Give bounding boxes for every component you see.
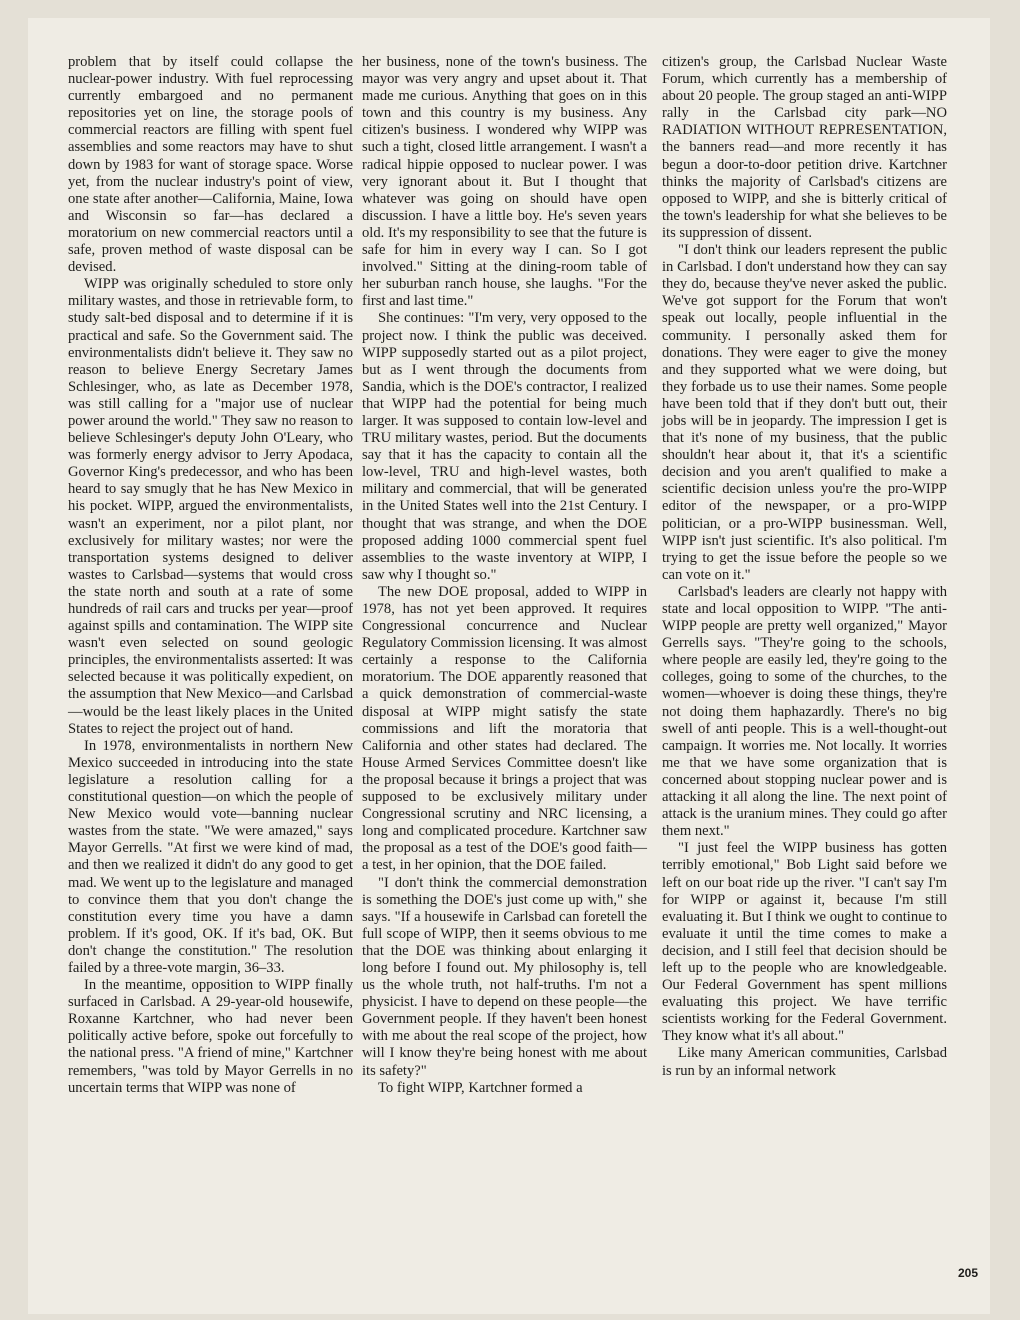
page-number: 205 xyxy=(958,1266,979,1280)
paragraph: "I don't think our leaders represent the public in Carlsbad. I don't understand how they can say they do, because they've never asked the public. We've got support for the Forum that won't speak out locally, people influential in the community. I personally asked them for donations. They were eager to give the money and they supported what we were doing, but they forbade us to use their names. Some people have been told that if they don't butt out, their jobs will be in jeopardy. The impression I get is that it's none of my business, that the public shouldn't hear about it, that it's a scientific decision and you aren't qualified to make a scientific decision unless you're the pro-WIPP editor of the newspaper, or a pro-WIPP politician, or a pro-WIPP businessman. Well, WIPP isn't just scientific. It's also political. I'm trying to get the issue before the people so we can vote on it." xyxy=(662,242,947,583)
paragraph: The new DOE proposal, added to WIPP in 1978, has not yet been approved. It requires Congressional concurrence and Nuclear Regulatory Commission licensing. It was almost certainly a response to the California moratorium. The DOE apparently reasoned that a quick demonstration of commercial-waste disposal at WIPP might satisfy the state commissions and lift the moratoria that California and other states had declared. The House Armed Services Committee doesn't like the proposal because it brings a project that was supposed to be exclusively military under Congressional scrutiny and NRC licensing, a long and complicated procedure. Kartchner saw the proposal as a test of the DOE's good faith—a test, in her opinion, that the DOE failed. xyxy=(362,583,647,874)
paragraph: In 1978, environmentalists in northern New Mexico succeeded in introducing into the state legislature a resolution calling for a constitutional question—on which the people of New Mexico would vote—banning nuclear wastes from the state. "We were amazed," says Mayor Gerrells. "At first we were kind of mad, and then we realized it didn't do any good to get mad. We went up to the legislature and managed to convince them that you don't change the constitution every time you have a damn problem. If it's good, OK. If it's bad, OK. But don't change the constitution." The resolution failed by a three-vote margin, 36–33. xyxy=(68,737,353,976)
paragraph: problem that by itself could collapse the nuclear-power industry. With fuel reprocessing currently embargoed and no permanent repositories yet on line, the storage pools of commercial reactors are filling with spent fuel assemblies and some reactors may have to shut down by 1983 for want of storage space. Worse yet, from the nuclear industry's point of view, one state after another—California, Maine, Iowa and Wisconsin so far—has declared a moratorium on new commercial reactors until a safe, proven method of waste disposal can be devised. xyxy=(68,54,353,276)
paragraph: To fight WIPP, Kartchner formed a xyxy=(378,1079,583,1096)
paragraph: Carlsbad's leaders are clearly not happy with state and local opposition to WIPP. "The anti-WIPP people are pretty well organized," Mayor Gerrells says. "They're going to the schools, where people are easily led, they're going to the colleges, going to some of the churches, to the women—whoever is doing these things, they're not doing them haphazardly. There's no big swell of anti people. This is a well-thought-out campaign. It worries me. Not locally. It worries me that we have some organization that is concerned about stopping nuclear power and is attacking it all along the line. The next point of attack is the uranium mines. They could go after them next." xyxy=(662,583,947,840)
paragraph: "I don't think the commercial demonstration is something the DOE's just come up with," she says. "If a housewife in Carlsbad can foretell the full scope of WIPP, then it seems obvious to me that the DOE was thinking about enlarging it long before I found out. My philosophy is, tell us the whole truth, not half-truths. I'm not a physicist. I have to depend on these people—the Government people. If they haven't been honest with me about the real scope of the project, how will I know they're being honest with me about its safety?" xyxy=(362,874,647,1079)
text-column-2 xyxy=(362,54,647,1097)
paragraph: Like many American communities, Carlsbad is run by an informal network xyxy=(662,1045,947,1079)
paragraph: citizen's group, the Carlsbad Nuclear Waste Forum, which currently has a membership of about 20 people. The group staged an anti-WIPP rally in the Carlsbad city park—NO RADIATION WITHOUT REPRESENTATION, the banners read—and more recently it has begun a door-to-door petition drive. Kartchner thinks the majority of Carlsbad's citizens are opposed to WIPP, and she is bitterly critical of the town's leadership for what she believes to be its suppression of dissent. xyxy=(662,54,947,241)
paragraph: In the meantime, opposition to WIPP finally surfaced in Carlsbad. A 29-year-old housewife, Roxanne Kartchner, who had never been politically active before, spoke out forcefully to the national press. "A friend of mine," Kartchner remembers, "was told by Mayor Gerrells in no uncertain terms that WIPP was none of xyxy=(68,977,353,1096)
magazine-page xyxy=(28,18,990,1314)
text-column-1 xyxy=(68,54,353,1097)
paragraph: her business, none of the town's business. The mayor was very angry and upset about it. That made me curious. Anything that goes on in this town and this country is my business. Any citizen's business. I wondered why WIPP was such a tight, closed little arrangement. I wasn't a radical hippie opposed to nuclear power. I was very ignorant about it. But I thought that whatever was going on should have open discussion. I have a little boy. He's seven years old. It's my responsibility to see that the future is safe for him in every way I can. So I got involved." Sitting at the dining-room table of her suburban ranch house, she laughs. "For the first and last time." xyxy=(362,54,647,310)
paragraph: "I just feel the WIPP business has gotten terribly emotional," Bob Light said before we left on our boat ride up the river. "I can't say I'm for WIPP or against it, because I'm still evaluating it. But I think we ought to continue to evaluate it until the time comes to make a decision, and I still feel that decision should be left up to the people who are knowledgeable. Our Federal Government has spent millions evaluating this project. We have terrific scientists working for the Federal Government. They know what it's all about." xyxy=(662,840,947,1045)
text-column-3 xyxy=(662,54,947,1080)
paragraph: WIPP was originally scheduled to store only military wastes, and those in retrievable form, to study salt-bed disposal and to determine if it is practical and safe. So the Government said. The environmentalists didn't believe it. They saw no reason to believe Energy Secretary James Schlesinger, who, as late as December 1978, was still calling for a "major use of nuclear power around the world." They saw no reason to believe Schlesinger's deputy John O'Leary, who was formerly energy advisor to Jerry Apodaca, Governor King's predecessor, and who has been heard to say smugly that he has New Mexico in his pocket. WIPP, argued the environmentalists, wasn't an experiment, nor a pilot plant, nor exclusively for military wastes; nor were the transportation systems designed to deliver wastes to Carlsbad—systems that would cross the state north and south at a rate of some hundreds of rail cars and trucks per year—proof against spills and contamination. The WIPP site wasn't even selected on sound geologic principles, the environmentalists asserted: It was selected because it was politically expedient, on the assumption that New Mexico—and Carlsbad—would be the least likely places in the United States to reject the project out of hand. xyxy=(68,276,353,737)
paragraph: She continues: "I'm very, very opposed to the project now. I think the public was deceived. WIPP supposedly started out as a pilot project, but as I went through the documents from Sandia, which is the DOE's contractor, I realized that WIPP had the potential for being much larger. It was supposed to contain low-level and TRU military wastes, period. But the documents say that it has the capacity to contain all the low-level, TRU and high-level wastes, both military and commercial, that will be generated in the United States well into the 21st Century. I thought that was strange, and when the DOE proposed adding 1000 commercial spent fuel assemblies to the waste inventory at WIPP, I saw why I thought so." xyxy=(362,310,647,583)
